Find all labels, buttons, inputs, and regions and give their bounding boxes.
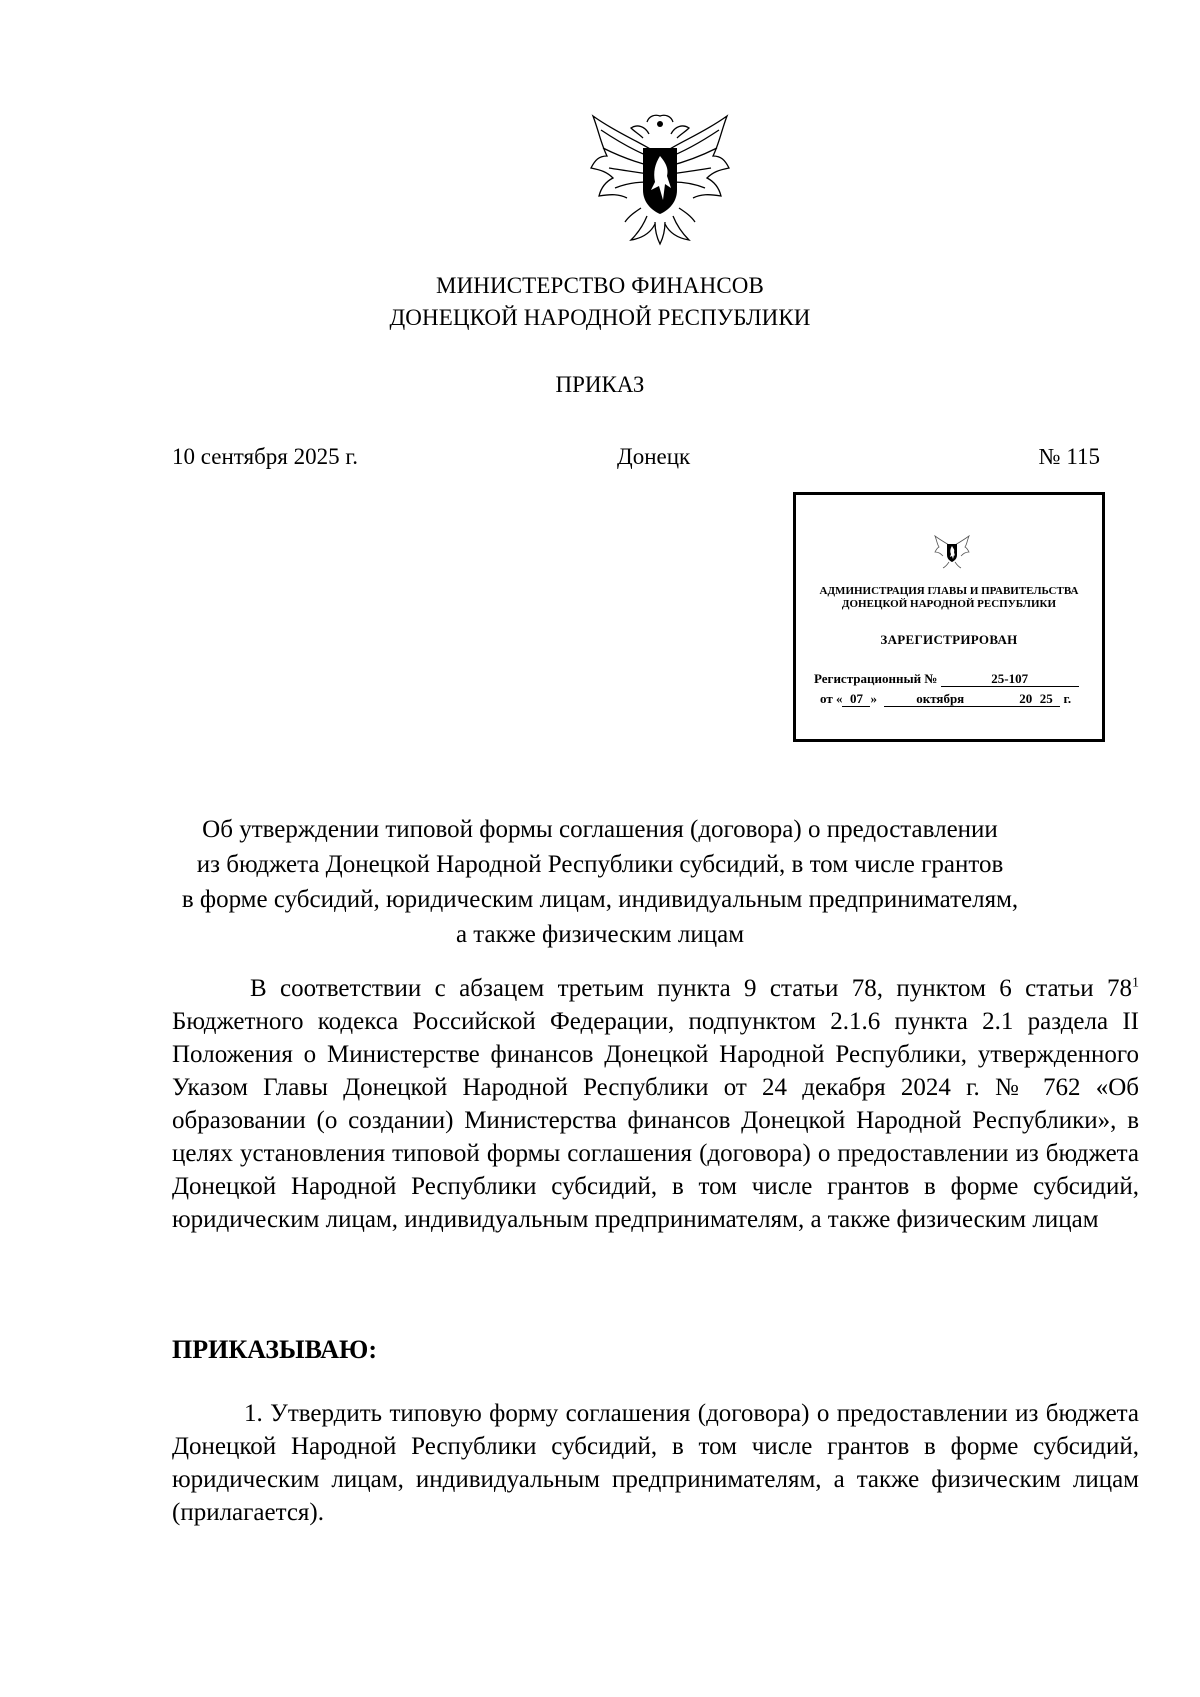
stamp-authority-line-1: АДМИНИСТРАЦИЯ ГЛАВЫ И ПРАВИТЕЛЬСТВА xyxy=(819,585,1079,597)
stamp-month: октября xyxy=(884,692,996,707)
stamp-year-prefix: 20 xyxy=(996,692,1032,707)
order-number: № 115 xyxy=(1038,444,1100,469)
order-subject xyxy=(150,812,1050,952)
preamble xyxy=(172,972,1139,1236)
command-heading: ПРИКАЗЫВАЮ: xyxy=(172,1335,377,1364)
preamble-superscript: 1 xyxy=(1132,975,1139,991)
ministry-name xyxy=(0,270,1200,334)
stamp-reg-number: 25-107 xyxy=(941,672,1079,687)
stamp-date-line xyxy=(820,691,1071,707)
preamble-paragraph xyxy=(172,972,1139,1236)
registration-stamp xyxy=(793,492,1105,742)
preamble-part-1: В соответствии с абзацем третьим пункта 9 статьи 78, пунктом 6 статьи 78 xyxy=(250,975,1132,1002)
stamp-year-unit: г. xyxy=(1063,691,1072,706)
subject-line-3: в форме субсидий, юридическим лицам, индивидуальным предпринимателям, xyxy=(181,886,1019,913)
preamble-part-2: Бюджетного кодекса Российской Федерации, подпунктом 2.1.6 пункта 2.1 раздела II Положения о Министерстве финансов Донецкой Народной Республики, утвержденного Указом Главы Донецкой Народной Республики от 24 декабря 2024 г. № 762 «Об образовании (о создании) Министерства финансов Донецкой Народной Республики», в целях установления типовой формы соглашения (договора) о предоставлении из бюджета Донецкой Народной Республики субсидий, в том числе грантов в форме субсидий, юридическим лицам, индивидуальным предпринимателям, а также физическим лицам xyxy=(172,1008,1139,1233)
order-item: 1. Утвердить типовую форму соглашения (договора) о предоставлении из бюджета Донецкой Народной Республики субсидий, в том числе грантов в форме субсидий, юридическим лицам, индивидуальным предпринимателям, а также физическим лицам (прилагается). xyxy=(172,1400,1139,1526)
stamp-day-close: » xyxy=(870,691,877,706)
stamp-authority xyxy=(796,585,1102,611)
order-date: 10 сентября 2025 г. xyxy=(172,444,358,469)
stamp-reg-label: Регистрационный № xyxy=(814,671,938,686)
coat-of-arms-icon xyxy=(585,112,735,246)
order-city: Донецк xyxy=(617,444,691,469)
subject-line-1: Об утверждении типовой формы соглашения (договора) о предоставлении xyxy=(202,816,998,843)
stamp-date-prefix: от « xyxy=(820,691,843,706)
subject-line-4: а также физическим лицам xyxy=(455,921,745,948)
stamp-status: ЗАРЕГИСТРИРОВАН xyxy=(880,632,1018,647)
stamp-day: 07 xyxy=(842,692,870,707)
ministry-line-1: МИНИСТЕРСТВО ФИНАНСОВ xyxy=(436,273,764,298)
stamp-reg-number-line xyxy=(814,671,1079,687)
subject-line-2: из бюджета Донецкой Народной Республики субсидий, в том числе грантов xyxy=(196,851,1004,878)
stamp-authority-line-2: ДОНЕЦКОЙ НАРОДНОЙ РЕСПУБЛИКИ xyxy=(841,598,1057,610)
coat-of-arms-icon xyxy=(934,535,970,569)
stamp-year-suffix: 25 xyxy=(1032,692,1060,707)
ministry-line-2: ДОНЕЦКОЙ НАРОДНОЙ РЕСПУБЛИКИ xyxy=(389,305,811,330)
document-type: ПРИКАЗ xyxy=(555,372,645,397)
order-items xyxy=(172,1397,1139,1529)
